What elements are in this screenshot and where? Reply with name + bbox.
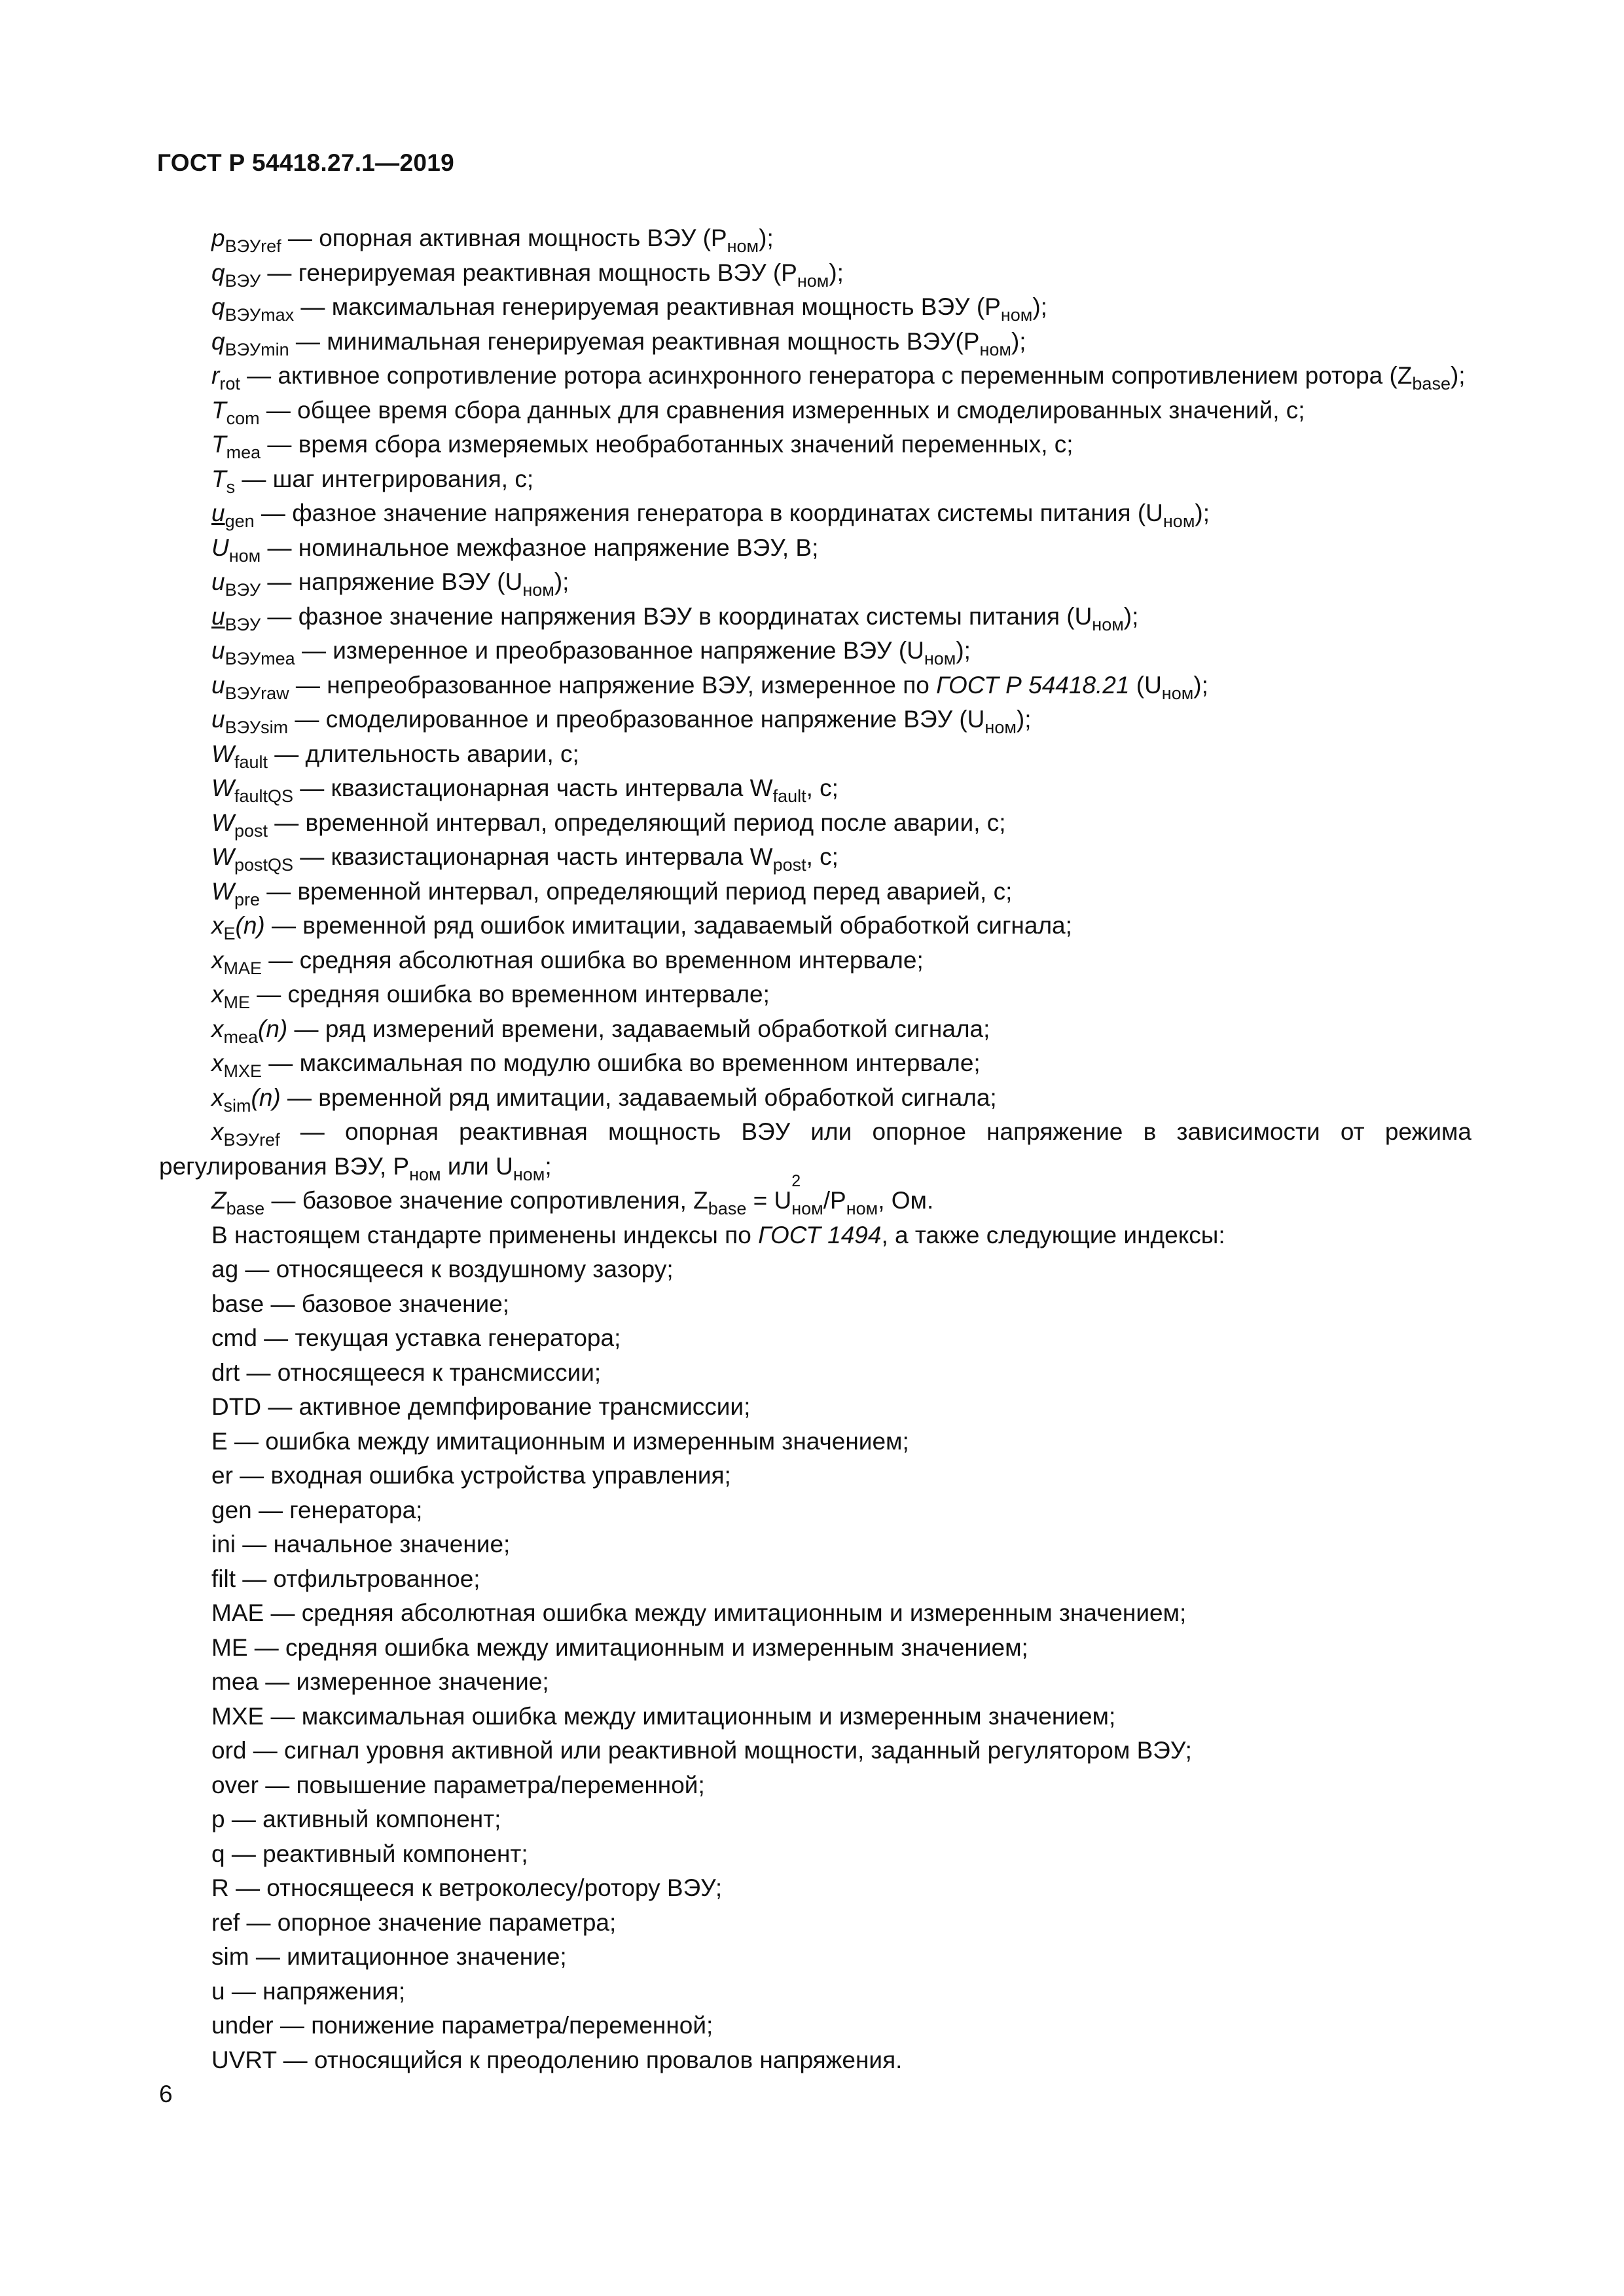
index-list xyxy=(159,1252,1471,2077)
index-entry: mea — измеренное значение; xyxy=(211,1668,549,1695)
symbol-entry: $W_{post}$ — временной интервал, определяющий период после аварии, с; xyxy=(211,809,1006,841)
symbol-entry-z-base: $Z_{base}$ — базовое значение сопротивления, $Z_{base} = U$ 2 $_{ном}/P_{ном}$, Ом. xyxy=(211,1172,934,1218)
index-entry: base — базовое значение; xyxy=(211,1290,510,1317)
page-number: 6 xyxy=(159,2081,173,2107)
symbol-list xyxy=(159,221,1471,359)
index-entry: u — напряжения; xyxy=(211,1977,406,2005)
index-entry: ord — сигнал уровня активной или реактивной мощности, заданный регулятором ВЭУ; xyxy=(211,1737,1192,1764)
symbol-entry: $x_{MAE}$ — средняя абсолютная ошибка во временном интервале; xyxy=(211,946,924,978)
symbol-entry: $W_{pre}$ — временной интервал, определяющий период перед аварией, с; xyxy=(211,877,1013,909)
symbol-entry: $U_{ном}$ — номинальное межфазное напряжение ВЭУ, В; xyxy=(211,534,819,566)
symbol-entry: $u_{ВЭУsim}$ — смоделированное и преобразованное напряжение ВЭУ $(U_{ном})$; xyxy=(211,706,1032,737)
index-entry: ME — средняя ошибка между имитационным и измеренным значением; xyxy=(211,1633,1028,1661)
index-entry: sim — имитационное значение; xyxy=(211,1943,567,1970)
index-entry: MXE — максимальная ошибка между имитационным и измеренным значением; xyxy=(211,1702,1116,1730)
index-entry: q — реактивный компонент; xyxy=(211,1840,528,1867)
index-entry: under — понижение параметра/переменной; xyxy=(211,2012,713,2039)
symbol-list xyxy=(159,393,1471,668)
index-entry: R — относящееся к ветроколесу/ротору ВЭУ; xyxy=(211,1874,723,1901)
symbol-entry: $q_{ВЭУmax}$ — максимальная генерируемая реактивная мощность ВЭУ $(P_{ном})$; xyxy=(211,293,1047,325)
standard-reference: ГОСТ Р 54418.21 xyxy=(936,671,1130,699)
index-entry: ini — начальное значение; xyxy=(211,1531,511,1558)
index-entry: er — входная ошибка устройства управления; xyxy=(211,1462,731,1489)
symbol-entry: $x_{mea}(n)$ — ряд измерений времени, задаваемый обработкой сигнала; xyxy=(211,1015,990,1047)
symbol-entry: $W_{postQS}$ — квазистационарная часть интервала $W_{post}$, с; xyxy=(211,843,839,875)
symbol-entry: $T_s$ — шаг интегрирования, с; xyxy=(211,465,534,497)
symbol-entry: $u_{gen}$ — фазное значение напряжения генератора в координатах системы питания $(U_{ном})$; xyxy=(211,500,1210,531)
symbol-entry: $W_{faultQS}$ — квазистационарная часть интервала $W_{fault}$, с; xyxy=(211,774,839,806)
symbol-entry: $p_{ВЭУref}$ — опорная активная мощность ВЭУ $(P_{ном})$; xyxy=(211,225,774,256)
symbol-entry-u-raw: $u_{ВЭУraw}$ — непреобразованное напряжение ВЭУ, измеренное по ГОСТ Р 54418.21 $(U_{ном})$; xyxy=(211,671,1208,703)
index-entry: filt — отфильтрованное; xyxy=(211,1565,480,1592)
symbol-entry-r-rot: $r_{rot}$ — активное сопротивление ротора асинхронного генератора с переменным сопротивлением ротора $(Z_{base})$; xyxy=(211,362,1466,393)
symbol-entry: $q_{ВЭУ}$ — генерируемая реактивная мощность ВЭУ $(P_{ном})$; xyxy=(211,259,844,291)
symbol-entry: $T_{com}$ — общее время сбора данных для сравнения измеренных и смоделированных значений, с; xyxy=(211,396,1305,428)
index-entry: over — повышение параметра/переменной; xyxy=(211,1771,705,1798)
symbol-entry: $u_{ВЭУ}$ — напряжение ВЭУ $(U_{ном})$; xyxy=(211,568,569,600)
symbol-entry: $x_{ME}$ — средняя ошибка во временном интервале; xyxy=(211,981,770,1012)
index-entry: E — ошибка между имитационным и измеренным значением; xyxy=(211,1427,909,1455)
index-entry: cmd — текущая уставка генератора; xyxy=(211,1324,621,1351)
index-entry: drt — относящееся к трансмиссии; xyxy=(211,1358,602,1386)
symbol-entry: $x_E(n)$ — временной ряд ошибок имитации, задаваемый обработкой сигнала; xyxy=(211,912,1072,943)
index-entry: ag — относящееся к воздушному зазору; xyxy=(211,1256,674,1283)
index-entry: UVRT — относящийся к преодолению провалов напряжения. xyxy=(211,2046,903,2073)
symbol-entry: $q_{ВЭУmin}$ — минимальная генерируемая реактивная мощность $ВЭУ(P_{ном})$; xyxy=(211,327,1026,359)
index-entry: p — активный компонент; xyxy=(211,1806,501,1832)
standard-header: ГОСТ Р 54418.27.1—2019 xyxy=(157,149,454,176)
index-entry: DTD — активное демпфирование трансмиссии; xyxy=(211,1393,751,1420)
symbol-entry: $W_{fault}$ — длительность аварии, с; xyxy=(211,740,579,772)
indices-intro: В настоящем стандарте применены индексы по ГОСТ 1494, а также следующие индексы: xyxy=(211,1221,1225,1248)
index-entry: MAE — средняя абсолютная ошибка между имитационным и измеренным значением; xyxy=(211,1599,1187,1626)
symbol-entry: $T_{mea}$ — время сбора измеряемых необработанных значений переменных, с; xyxy=(211,431,1074,462)
symbol-entry: $x_{sim}(n)$ — временной ряд имитации, задаваемый обработкой сигнала; xyxy=(211,1084,997,1116)
symbol-entry: $x_{MXE}$ — максимальная по модулю ошибка во временном интервале; xyxy=(211,1049,981,1081)
document-body xyxy=(159,221,1471,2077)
index-entry: gen — генератора; xyxy=(211,1496,423,1523)
symbol-entry: $u_{ВЭУmea}$ — измеренное и преобразованное напряжение ВЭУ $(U_{ном})$; xyxy=(211,637,971,668)
symbol-entry-x-ref: $x_{ВЭУref}$ — опорная реактивная мощность ВЭУ или опорное напряжение в зависимости от режима регулирования ВЭУ, $P_{ном}$ или $U_{ном}$; xyxy=(159,1118,1471,1184)
symbol-entry: $u_{ВЭУ}$ — фазное значение напряжения ВЭУ в координатах системы питания $(U_{ном})$; xyxy=(211,602,1139,634)
index-entry: ref — опорное значение параметра; xyxy=(211,1908,617,1936)
symbol-list xyxy=(159,702,1471,1115)
standard-reference: ГОСТ 1494 xyxy=(758,1221,882,1248)
